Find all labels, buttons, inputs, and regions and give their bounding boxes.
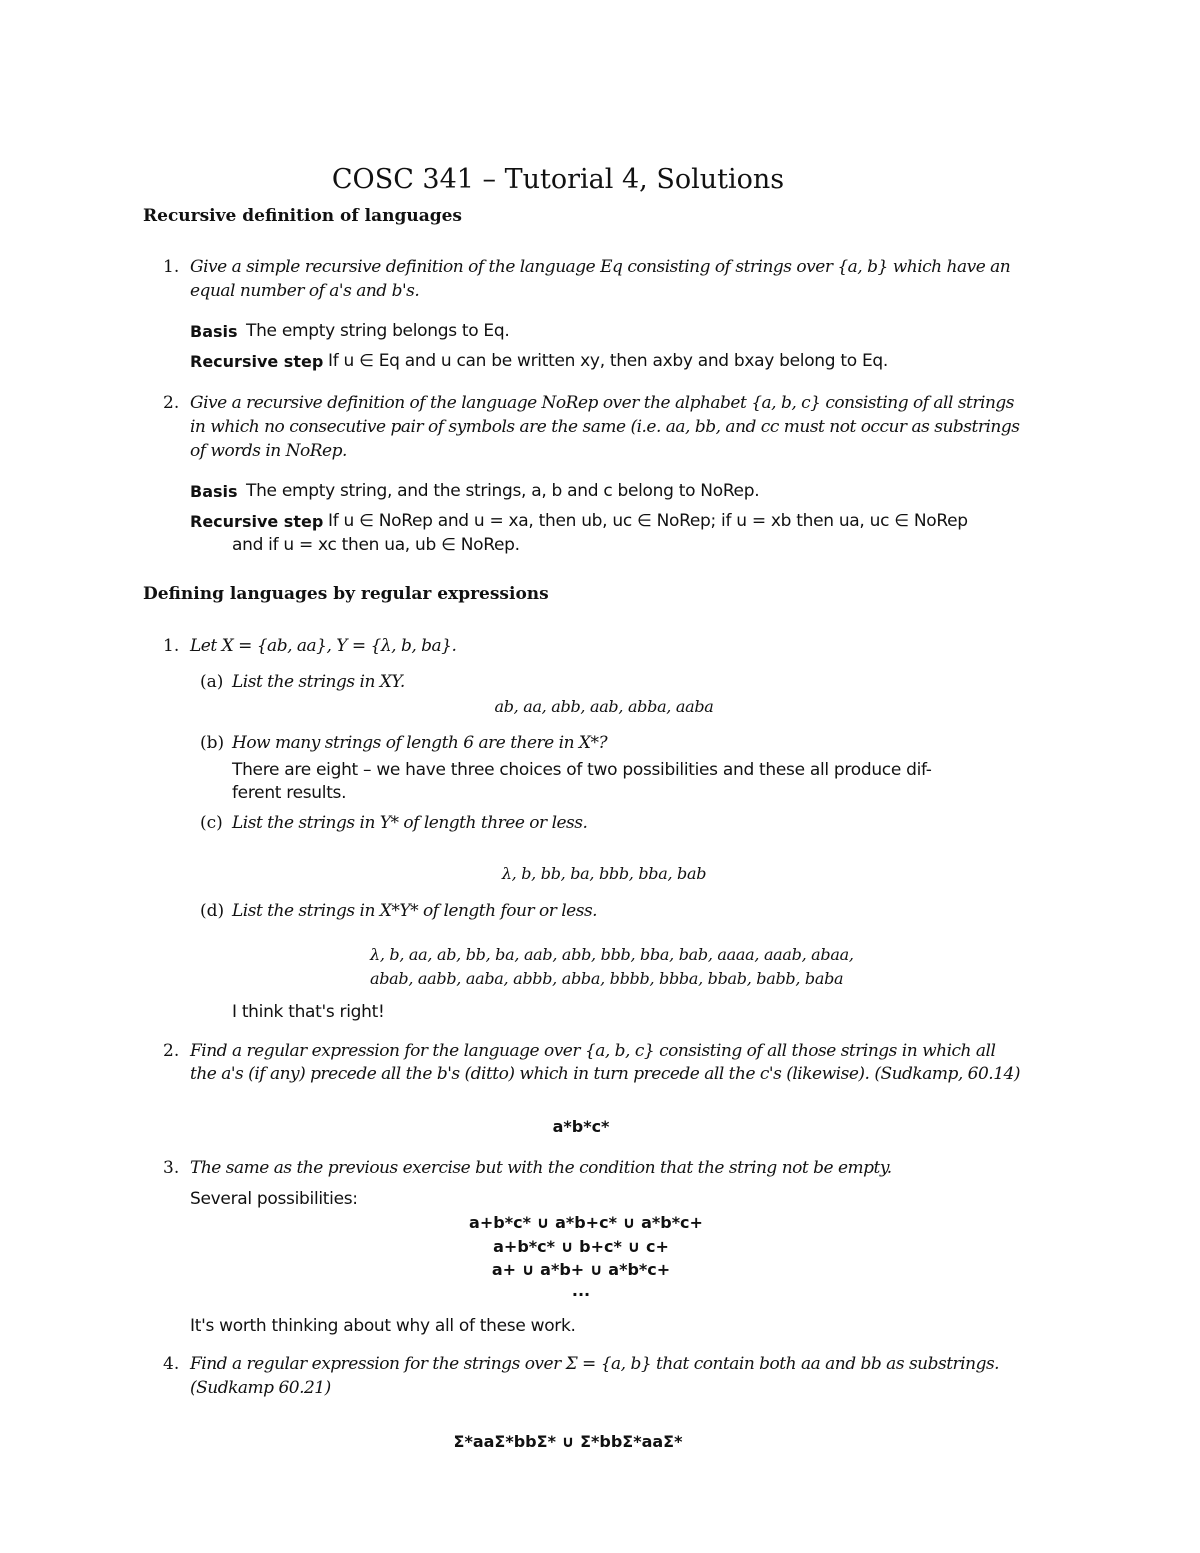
section-heading-recursive: Recursive definition of languages	[143, 206, 462, 226]
answer-regex: a+b*c* ∪ a*b+c* ∪ a*b*c+	[469, 1213, 703, 1232]
answer-text: ferent results.	[232, 783, 347, 803]
question-number: 3.	[163, 1158, 180, 1178]
basis-label: Basis	[190, 322, 238, 341]
subquestion-label: (d)	[200, 901, 225, 921]
question-text: Let X = {ab, aa}, Y = {λ, b, ba}.	[190, 636, 457, 656]
answer-regex: a+b*c* ∪ b+c* ∪ c+	[493, 1237, 669, 1256]
answer-regex: a+ ∪ a*b+ ∪ a*b*c+	[491, 1260, 671, 1279]
answer-intro: Several possibilities:	[190, 1189, 358, 1209]
answer-remark: It's worth thinking about why all of these work.	[190, 1316, 576, 1336]
answer-line: abab, aabb, aaba, abbb, abba, bbbb, bbba, bbab, babb, baba	[370, 969, 844, 988]
question-text: (Sudkamp 60.21)	[190, 1378, 331, 1398]
question-text: Give a recursive definition of the language NoRep over the alphabet {a, b, c} consisting of all strings	[190, 393, 1015, 413]
question-text: of words in NoRep.	[190, 441, 347, 461]
question-text: equal number of a's and b's.	[190, 281, 420, 301]
recursive-step-text: If u ∈ Eq and u can be written xy, then axby and bxay belong to Eq.	[328, 351, 888, 371]
question-text: The same as the previous exercise but with the condition that the string not be empty.	[190, 1158, 892, 1178]
answer-remark: I think that's right!	[232, 1002, 385, 1022]
question-number: 4.	[163, 1354, 180, 1374]
question-text: the a's (if any) precede all the b's (ditto) which in turn precede all the c's (likewise). (Sudkamp, 60.14)	[190, 1064, 1020, 1084]
recursive-step-text: and if u = xc then ua, ub ∈ NoRep.	[232, 535, 520, 555]
question-text: Find a regular expression for the language over {a, b, c} consisting of all those strings in which all	[190, 1041, 996, 1061]
answer-line: ab, aa, abb, aab, abba, aaba	[494, 697, 714, 716]
subquestion-text: How many strings of length 6 are there in X*?	[232, 733, 608, 753]
recursive-step-label: Recursive step	[190, 352, 324, 371]
basis-text: The empty string, and the strings, a, b and c belong to NoRep.	[246, 481, 760, 501]
question-number: 1.	[163, 257, 180, 277]
recursive-step-text: If u ∈ NoRep and u = xa, then ub, uc ∈ NoRep; if u = xb then ua, uc ∈ NoRep	[328, 511, 968, 531]
subquestion-text: List the strings in XY.	[232, 672, 405, 692]
basis-text: The empty string belongs to Eq.	[246, 321, 510, 341]
page-title: COSC 341 – Tutorial 4, Solutions	[331, 164, 785, 195]
question-text: Find a regular expression for the strings over Σ = {a, b} that contain both aa and bb as substrings.	[190, 1354, 1000, 1374]
subquestion-label: (b)	[200, 733, 225, 753]
answer-line: λ, b, aa, ab, bb, ba, aab, abb, bbb, bba, bab, aaaa, aaab, abaa,	[370, 945, 854, 964]
answer-text: There are eight – we have three choices of two possibilities and these all produce dif-	[232, 760, 932, 780]
answer-regex: Σ*aaΣ*bbΣ* ∪ Σ*bbΣ*aaΣ*	[453, 1432, 683, 1451]
question-text: Give a simple recursive definition of the language Eq consisting of strings over {a, b} which have an	[190, 257, 1011, 277]
question-text: in which no consecutive pair of symbols are the same (i.e. aa, bb, and cc must not occur as substrings	[190, 417, 1020, 437]
section-heading-regex: Defining languages by regular expressions	[143, 584, 549, 604]
answer-regex: a*b*c*	[552, 1117, 610, 1136]
recursive-step-label: Recursive step	[190, 512, 324, 531]
subquestion-text: List the strings in Y* of length three or less.	[232, 813, 588, 833]
subquestion-label: (a)	[200, 672, 224, 692]
question-number: 2.	[163, 1041, 180, 1061]
answer-line: λ, b, bb, ba, bbb, bba, bab	[501, 864, 707, 883]
subquestion-text: List the strings in X*Y* of length four or less.	[232, 901, 598, 921]
question-number: 1.	[163, 636, 180, 656]
answer-ellipsis: ···	[571, 1285, 591, 1304]
subquestion-label: (c)	[200, 813, 223, 833]
basis-label: Basis	[190, 482, 238, 501]
question-number: 2.	[163, 393, 180, 413]
